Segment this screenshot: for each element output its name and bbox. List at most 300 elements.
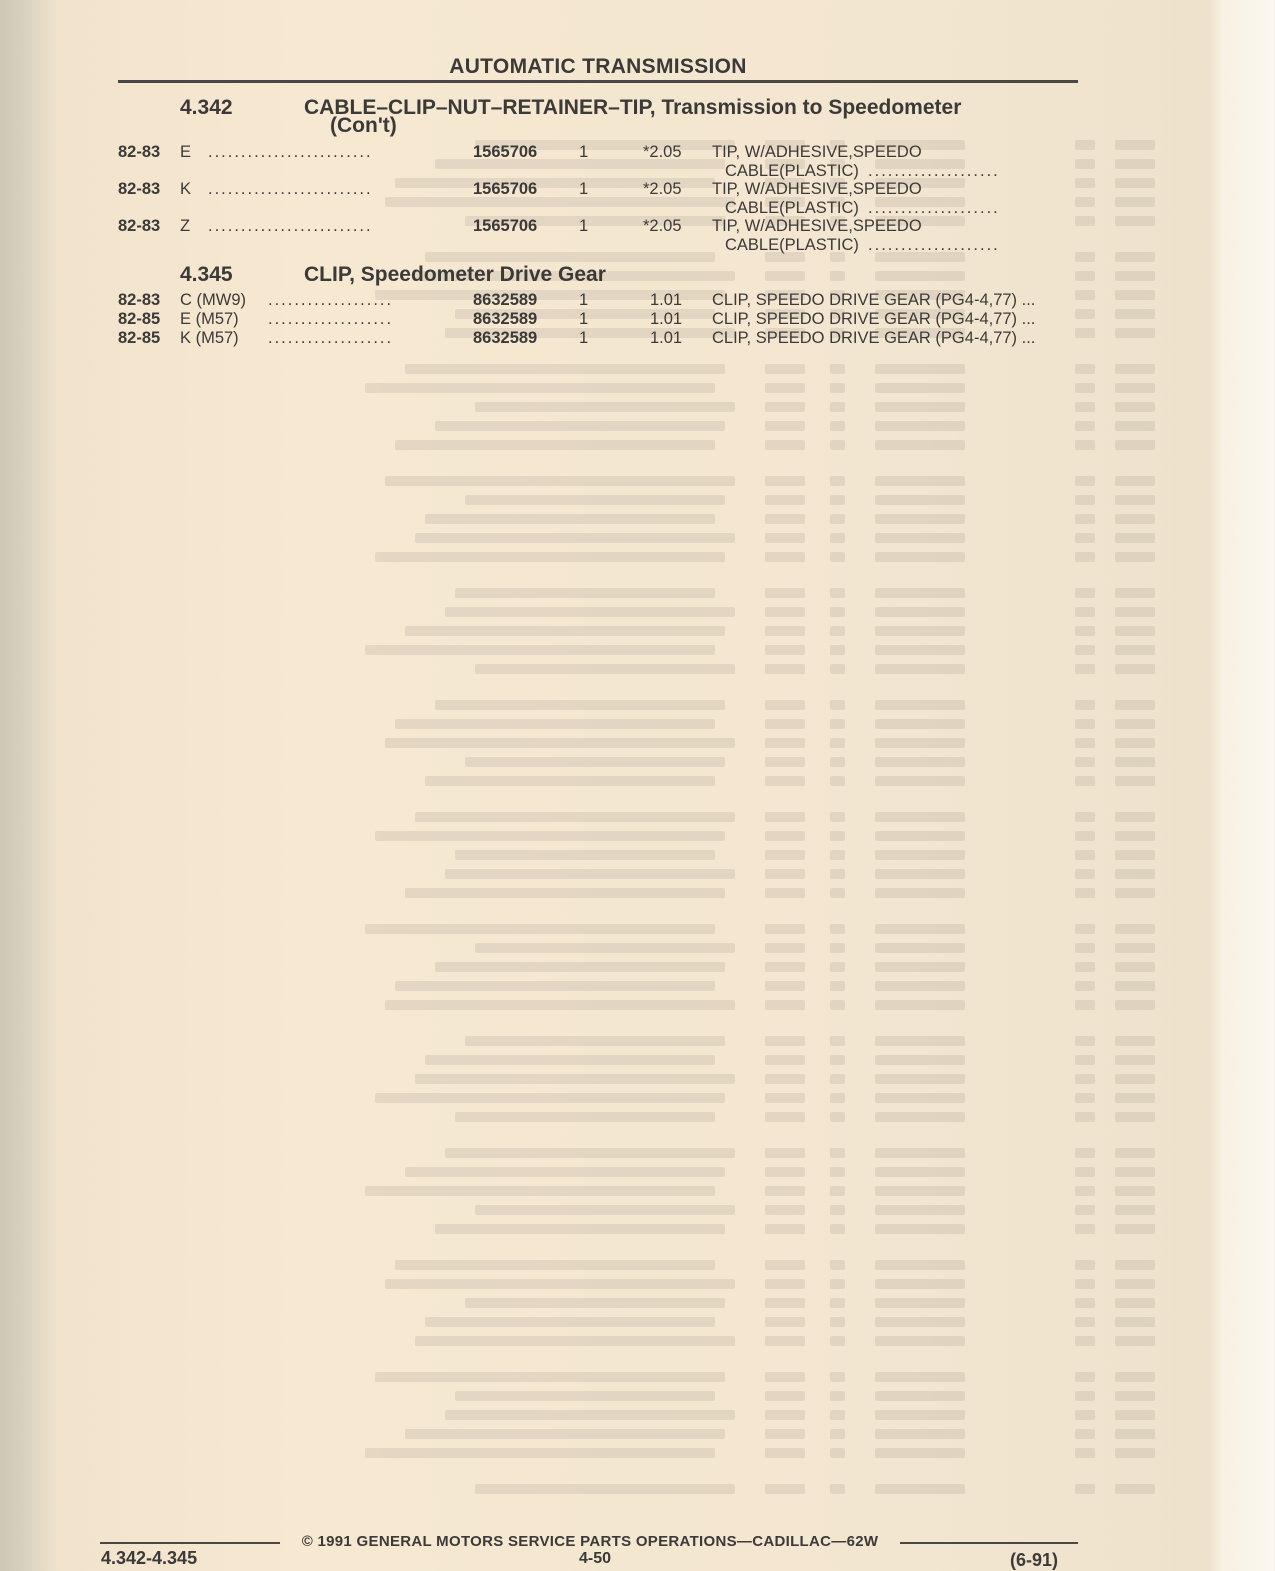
bleed-through-line — [765, 1055, 805, 1065]
bleed-through-line — [1075, 271, 1095, 281]
bleed-through-line — [1075, 383, 1095, 393]
bleed-through-line — [765, 1336, 805, 1346]
bleed-through-line — [765, 664, 805, 674]
bleed-through-line — [1115, 1484, 1155, 1494]
footer-date: (6-91) — [1010, 1550, 1059, 1570]
bleed-through-line — [1075, 1036, 1095, 1046]
bleed-through-line — [875, 943, 965, 953]
footer-rule-right — [900, 1542, 1078, 1544]
bleed-through-line — [1075, 1429, 1095, 1439]
bleed-through-line — [1075, 719, 1095, 729]
bleed-through-line — [875, 402, 965, 412]
bleed-through-line — [765, 1186, 805, 1196]
bleed-through-line — [1115, 495, 1155, 505]
bleed-through-line — [1115, 1448, 1155, 1458]
bleed-through-line — [765, 402, 805, 412]
bleed-through-line — [875, 1036, 965, 1046]
bleed-through-line — [365, 645, 715, 655]
bleed-through-line — [875, 1224, 965, 1234]
bleed-through-line — [830, 812, 845, 822]
bleed-through-line — [1115, 700, 1155, 710]
bleed-through-line — [830, 869, 845, 879]
bleed-through-line — [1115, 552, 1155, 562]
bleed-through-line — [830, 1224, 845, 1234]
quantity: 1 — [579, 217, 589, 235]
leader-dots: ................... — [268, 329, 394, 347]
bleed-through-line — [765, 476, 805, 486]
bleed-through-line — [1115, 1055, 1155, 1065]
bleed-through-line — [1115, 216, 1155, 226]
bleed-through-line — [1075, 1224, 1095, 1234]
bleed-through-line — [1075, 328, 1095, 338]
bleed-through-line — [1075, 1484, 1095, 1494]
bleed-through-line — [765, 700, 805, 710]
bleed-through-line — [1115, 1317, 1155, 1327]
bleed-through-line — [475, 1205, 735, 1215]
bleed-through-line — [875, 271, 965, 281]
bleed-through-line — [1115, 812, 1155, 822]
bleed-through-line — [1075, 588, 1095, 598]
bleed-through-line — [875, 1279, 965, 1289]
bleed-through-line — [1075, 402, 1095, 412]
bleed-through-line — [830, 1074, 845, 1084]
bleed-through-line — [830, 757, 845, 767]
year: 82-83 — [118, 217, 161, 235]
bleed-through-line — [415, 1336, 735, 1346]
bleed-through-line — [1115, 869, 1155, 879]
bleed-through-line — [1075, 1391, 1095, 1401]
bleed-through-line — [1115, 421, 1155, 431]
description: TIP, W/ADHESIVE,SPEEDO — [712, 180, 922, 198]
bleed-through-line — [425, 252, 715, 262]
bleed-through-line — [375, 1093, 725, 1103]
bleed-through-line — [765, 1260, 805, 1270]
bleed-through-line — [385, 476, 735, 486]
bleed-through-line — [1075, 495, 1095, 505]
bleed-through-line — [475, 1484, 735, 1494]
bleed-through-line — [765, 1093, 805, 1103]
bleed-through-line — [405, 626, 725, 636]
footer-rule-left — [100, 1542, 280, 1544]
bleed-through-line — [875, 626, 965, 636]
bleed-through-line — [1115, 1429, 1155, 1439]
bleed-through-line — [875, 533, 965, 543]
bleed-through-line — [830, 981, 845, 991]
bleed-through-line — [765, 1279, 805, 1289]
bleed-through-line — [1075, 421, 1095, 431]
bleed-through-line — [875, 1112, 965, 1122]
bleed-through-line — [830, 943, 845, 953]
bleed-through-line — [1115, 1391, 1155, 1401]
bleed-through-line — [1075, 533, 1095, 543]
bleed-through-line — [435, 700, 725, 710]
quantity: 1 — [579, 291, 589, 309]
bleed-through-line — [1115, 290, 1155, 300]
bleed-through-line — [1115, 607, 1155, 617]
bleed-through-line — [1115, 1093, 1155, 1103]
bleed-through-line — [1115, 645, 1155, 655]
bleed-through-line — [1075, 664, 1095, 674]
bleed-through-line — [455, 1391, 715, 1401]
bleed-through-line — [1075, 1410, 1095, 1420]
bleed-through-line — [455, 850, 715, 860]
bleed-through-line — [395, 981, 715, 991]
bleed-through-line — [830, 476, 845, 486]
bleed-through-line — [875, 888, 965, 898]
description: CLIP, SPEEDO DRIVE GEAR (PG4-4,77) ... — [712, 329, 1036, 347]
bleed-through-line — [365, 383, 715, 393]
description-line2: CABLE(PLASTIC) — [725, 162, 859, 180]
bleed-through-line — [875, 1298, 965, 1308]
bleed-through-line — [765, 812, 805, 822]
bleed-through-line — [875, 757, 965, 767]
bleed-through-line — [765, 1484, 805, 1494]
bleed-through-line — [375, 831, 725, 841]
bleed-through-line — [1115, 159, 1155, 169]
description: CLIP, SPEEDO DRIVE GEAR (PG4-4,77) ... — [712, 310, 1036, 328]
bleed-through-line — [415, 1074, 735, 1084]
bleed-through-line — [1075, 1112, 1095, 1122]
bleed-through-line — [830, 776, 845, 786]
section-number: 4.342 — [180, 96, 233, 119]
bleed-through-line — [875, 440, 965, 450]
bleed-through-line — [830, 1410, 845, 1420]
quantity: 1 — [579, 180, 589, 198]
bleed-through-line — [1115, 364, 1155, 374]
description-continued — [725, 199, 1000, 218]
bleed-through-line — [875, 383, 965, 393]
bleed-through-line — [465, 1036, 725, 1046]
description-continued — [725, 236, 1000, 255]
bleed-through-line — [1115, 1205, 1155, 1215]
bleed-through-line — [830, 1391, 845, 1401]
bleed-through-line — [765, 271, 805, 281]
bleed-through-line — [1075, 1279, 1095, 1289]
bleed-through-line — [1075, 850, 1095, 860]
bleed-through-line — [830, 1279, 845, 1289]
bleed-through-line — [830, 850, 845, 860]
bleed-through-line — [875, 1055, 965, 1065]
model: Z — [180, 217, 191, 235]
price: 1.01 — [650, 329, 683, 347]
bleed-through-line — [765, 757, 805, 767]
bleed-through-line — [765, 869, 805, 879]
quantity: 1 — [579, 310, 589, 328]
bleed-through-line — [765, 533, 805, 543]
model: K (M57) — [180, 329, 239, 347]
bleed-through-line — [830, 1055, 845, 1065]
bleed-through-line — [765, 421, 805, 431]
bleed-through-line — [1115, 888, 1155, 898]
bleed-through-line — [1075, 738, 1095, 748]
bleed-through-line — [765, 607, 805, 617]
bleed-through-line — [1115, 383, 1155, 393]
bleed-through-line — [445, 869, 735, 879]
part-number: 8632589 — [473, 310, 538, 328]
bleed-through-line — [375, 552, 725, 562]
bleed-through-line — [830, 1372, 845, 1382]
bleed-through-line — [1075, 1260, 1095, 1270]
bleed-through-line — [830, 1036, 845, 1046]
section-title: CABLE–CLIP–NUT–RETAINER–TIP, Transmission to Speedometer — [304, 96, 962, 119]
bleed-through-line — [765, 962, 805, 972]
bleed-through-line — [875, 1186, 965, 1196]
year: 82-83 — [118, 180, 161, 198]
bleed-through-line — [1115, 850, 1155, 860]
bleed-through-line — [1075, 831, 1095, 841]
leader-dots: .................... — [868, 199, 1000, 217]
bleed-through-line — [875, 1484, 965, 1494]
bleed-through-line — [765, 1429, 805, 1439]
leader-dots: ......................... — [208, 143, 373, 161]
bleed-through-line — [830, 1260, 845, 1270]
bleed-through-line — [1075, 981, 1095, 991]
bleed-through-line — [405, 888, 725, 898]
bleed-through-line — [830, 962, 845, 972]
bleed-through-line — [765, 440, 805, 450]
bleed-through-line — [1075, 1074, 1095, 1084]
bleed-through-line — [1115, 1279, 1155, 1289]
bleed-through-line — [765, 1205, 805, 1215]
bleed-through-line — [875, 719, 965, 729]
bleed-through-line — [830, 1429, 845, 1439]
leader-dots: .................... — [868, 236, 1000, 254]
bleed-through-line — [765, 719, 805, 729]
bleed-through-line — [1115, 252, 1155, 262]
bleed-through-line — [1115, 197, 1155, 207]
bleed-through-line — [875, 552, 965, 562]
bleed-through-line — [830, 1112, 845, 1122]
bleed-through-line — [1115, 1186, 1155, 1196]
bleed-through-line — [1115, 831, 1155, 841]
bleed-through-line — [1115, 1148, 1155, 1158]
bleed-through-line — [830, 1186, 845, 1196]
bleed-through-line — [765, 776, 805, 786]
bleed-through-line — [765, 588, 805, 598]
bleed-through-line — [875, 962, 965, 972]
year: 82-83 — [118, 143, 161, 161]
bleed-through-line — [1075, 178, 1095, 188]
bleed-through-line — [765, 888, 805, 898]
quantity: 1 — [579, 143, 589, 161]
bleed-through-line — [475, 402, 735, 412]
bleed-through-line — [765, 364, 805, 374]
bleed-through-line — [875, 664, 965, 674]
bleed-through-line — [765, 1448, 805, 1458]
bleed-through-line — [875, 700, 965, 710]
model: K — [180, 180, 192, 198]
page-header-title: AUTOMATIC TRANSMISSION — [449, 55, 747, 78]
bleed-through-line — [830, 1298, 845, 1308]
bleed-through-line — [765, 1317, 805, 1327]
leader-dots: .................... — [868, 162, 1000, 180]
bleed-through-line — [830, 1336, 845, 1346]
bleed-through-line — [830, 402, 845, 412]
bleed-through-line — [415, 533, 735, 543]
bleed-through-line — [1075, 924, 1095, 934]
bleed-through-line — [830, 645, 845, 655]
bleed-through-line — [405, 1429, 725, 1439]
bleed-through-line — [435, 962, 725, 972]
bleed-through-line — [875, 1391, 965, 1401]
bleed-through-line — [765, 1372, 805, 1382]
bleed-through-line — [875, 850, 965, 860]
bleed-through-line — [1115, 1260, 1155, 1270]
bleed-through-line — [465, 495, 725, 505]
bleed-through-line — [475, 943, 735, 953]
bleed-through-line — [765, 1112, 805, 1122]
year: 82-83 — [118, 291, 161, 309]
bleed-through-line — [830, 1448, 845, 1458]
bleed-through-line — [875, 364, 965, 374]
bleed-through-line — [765, 1148, 805, 1158]
bleed-through-line — [830, 383, 845, 393]
bleed-through-line — [385, 1000, 735, 1010]
bleed-through-line — [1115, 1112, 1155, 1122]
part-number: 8632589 — [473, 291, 538, 309]
bleed-through-line — [385, 197, 735, 207]
bleed-through-line — [1115, 1372, 1155, 1382]
bleed-through-line — [1075, 1167, 1095, 1177]
bleed-through-line — [1115, 1410, 1155, 1420]
bleed-through-line — [875, 981, 965, 991]
description: TIP, W/ADHESIVE,SPEEDO — [712, 143, 922, 161]
bleed-through-line — [1075, 290, 1095, 300]
model: E — [180, 143, 192, 161]
bleed-through-line — [1075, 700, 1095, 710]
bleed-through-line — [830, 1484, 845, 1494]
bleed-through-line — [875, 1260, 965, 1270]
bleed-through-line — [830, 533, 845, 543]
price: *2.05 — [643, 217, 682, 235]
bleed-through-line — [875, 607, 965, 617]
bleed-through-line — [465, 1298, 725, 1308]
description-line2: CABLE(PLASTIC) — [725, 199, 859, 217]
bleed-through-line — [1075, 812, 1095, 822]
bleed-through-line — [1075, 888, 1095, 898]
bleed-through-line — [1115, 140, 1155, 150]
bleed-through-line — [1075, 140, 1095, 150]
footer-page-number: 4-50 — [578, 1550, 612, 1567]
bleed-through-line — [445, 1410, 735, 1420]
bleed-through-line — [830, 700, 845, 710]
bleed-through-line — [425, 514, 715, 524]
bleed-through-line — [1075, 1093, 1095, 1103]
bleed-through-line — [1115, 440, 1155, 450]
bleed-through-line — [765, 552, 805, 562]
description: TIP, W/ADHESIVE,SPEEDO — [712, 217, 922, 235]
price: *2.05 — [643, 143, 682, 161]
bleed-through-line — [765, 738, 805, 748]
bleed-through-line — [830, 495, 845, 505]
bleed-through-line — [365, 1186, 715, 1196]
year: 82-85 — [118, 329, 161, 347]
bleed-through-line — [830, 738, 845, 748]
bleed-through-line — [1075, 943, 1095, 953]
bleed-through-line — [830, 607, 845, 617]
bleed-through-line — [765, 850, 805, 860]
description: CLIP, SPEEDO DRIVE GEAR (PG4-4,77) ... — [712, 291, 1036, 309]
bleed-through-line — [875, 1000, 965, 1010]
bleed-through-line — [765, 831, 805, 841]
bleed-through-line — [1075, 776, 1095, 786]
bleed-through-line — [475, 664, 735, 674]
bleed-through-line — [765, 981, 805, 991]
bleed-through-line — [1115, 402, 1155, 412]
bleed-through-line — [765, 626, 805, 636]
bleed-through-line — [1075, 252, 1095, 262]
bleed-through-line — [830, 364, 845, 374]
footer-section-range: 4.342-4.345 — [101, 1548, 198, 1568]
bleed-through-line — [875, 1336, 965, 1346]
bleed-through-line — [1075, 514, 1095, 524]
bleed-through-line — [1075, 1186, 1095, 1196]
bleed-through-line — [375, 1372, 725, 1382]
bleed-through-line — [1115, 588, 1155, 598]
price: 1.01 — [650, 310, 683, 328]
bleed-through-line — [1075, 1205, 1095, 1215]
bleed-through-line — [365, 1448, 715, 1458]
bleed-through-line — [830, 1148, 845, 1158]
bleed-through-line — [405, 1167, 725, 1177]
bleed-through-line — [875, 1148, 965, 1158]
bleed-through-line — [1115, 178, 1155, 188]
bleed-through-line — [445, 1148, 735, 1158]
bleed-through-line — [405, 364, 725, 374]
description-continued — [725, 162, 1000, 181]
header-rule — [118, 80, 1078, 83]
bleed-through-line — [875, 1167, 965, 1177]
bleed-through-line — [875, 1093, 965, 1103]
leader-dots: ................... — [268, 310, 394, 328]
bleed-through-line — [875, 812, 965, 822]
part-number: 1565706 — [473, 180, 538, 198]
bleed-through-line — [455, 588, 715, 598]
bleed-through-line — [875, 1074, 965, 1084]
bleed-through-line — [765, 1410, 805, 1420]
bleed-through-line — [1115, 1167, 1155, 1177]
description-line2: CABLE(PLASTIC) — [725, 236, 859, 254]
leader-dots: ......................... — [208, 180, 373, 198]
bleed-through-line — [830, 626, 845, 636]
bleed-through-line — [1075, 1055, 1095, 1065]
bleed-through-line — [765, 1224, 805, 1234]
bleed-through-line — [765, 645, 805, 655]
bleed-through-line — [830, 514, 845, 524]
bleed-through-line — [1115, 757, 1155, 767]
bleed-through-line — [435, 421, 725, 431]
bleed-through-line — [765, 383, 805, 393]
bleed-through-line — [395, 440, 715, 450]
bleed-through-line — [415, 812, 735, 822]
bleed-through-line — [1075, 1298, 1095, 1308]
bleed-through-line — [875, 1317, 965, 1327]
bleed-through-line — [830, 552, 845, 562]
bleed-through-line — [875, 1429, 965, 1439]
bleed-through-line — [875, 495, 965, 505]
bleed-through-line — [830, 1167, 845, 1177]
bleed-through-line — [875, 924, 965, 934]
footer-copyright: © 1991 GENERAL MOTORS SERVICE PARTS OPERATIONS—CADILLAC—62W — [301, 1533, 879, 1550]
bleed-through-line — [1115, 476, 1155, 486]
bleed-through-line — [765, 1298, 805, 1308]
bleed-through-line — [1115, 943, 1155, 953]
bleed-through-line — [1115, 776, 1155, 786]
bleed-through-line — [1075, 869, 1095, 879]
part-number: 8632589 — [473, 329, 538, 347]
bleed-through-line — [425, 776, 715, 786]
bleed-through-line — [1075, 1148, 1095, 1158]
